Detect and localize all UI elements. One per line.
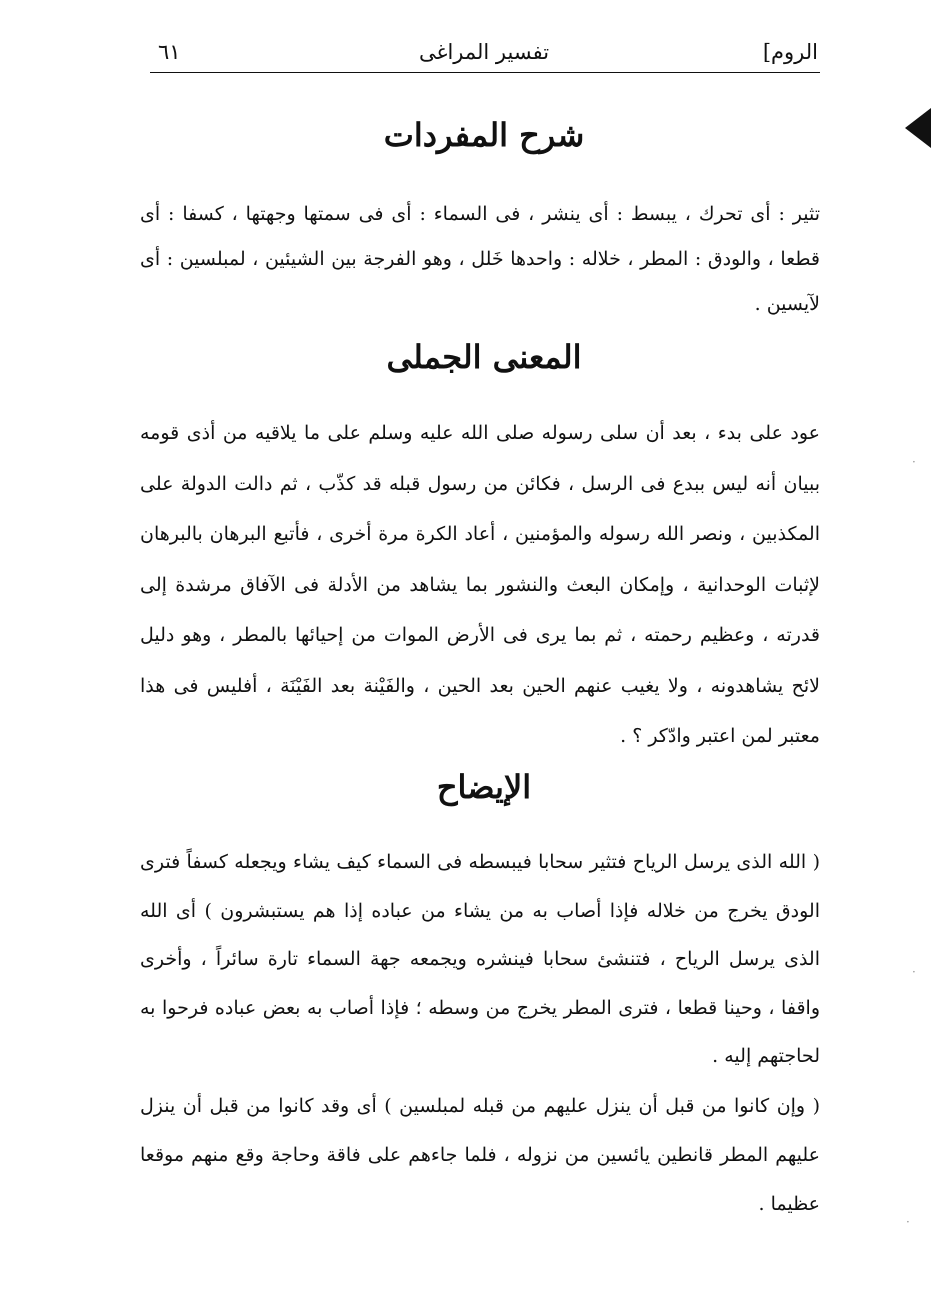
page-number: ٦١ [158, 40, 181, 64]
section-heading-explanation: الإيضاح [436, 768, 532, 806]
margin-speck: · [912, 965, 916, 979]
explanation-paragraph: ( الله الذى يرسل الرياح فتثير سحابا فيبسطه فى السماء كيف يشاء ويجعله كسفاً فترى الودق يخرج من خلاله فإذا أصاب به من يشاء من عباده إذا هم يستبشرون ) أى الله الذى يرسل الرياح ، فتنشئ سحابا فينشره ويجمعه جهة السماء تارة سائراً ، وأخرى واقفا ، وحينا قطعا ، فترى المطر يخرج من وسطه ؛ فإذا أصاب به بعض عباده فرحوا به لحاجتهم إليه . [140, 851, 820, 1067]
margin-speck: · [906, 1215, 910, 1229]
general-meaning-paragraph: عود على بدء ، بعد أن سلى رسوله صلى الله عليه وسلم على ما يلاقيه من أذى قومه ببيان أنه ليس ببدع فى الرسل ، فكائن من رسول قبله قد كذّب ، ثم دالت الدولة على المكذبين ، ونصر الله رسوله والمؤمنين ، أعاد الكرة مرة أخرى ، فأتبع البرهان بالبرهان لإثبات الوحدانية ، وإمكان البعث والنشور بما يشاهد من الأدلة فى الآفاق مرشدة إلى قدرته ، وعظيم رحمته ، ثم بما يرى فى الأرض الموات من إحيائها بالمطر ، وهو دليل لائح يشاهدونه ، ولا يغيب عنهم الحين بعد الحين ، والفَيْنة بعد الفَيْنَة ، أفليس فى هذا معتبر لمن اعتبر وادّكر ؟ . [140, 422, 820, 747]
margin-speck: · [912, 455, 916, 469]
vocabulary-paragraph: تثير : أى تحرك ، يبسط : أى ينشر ، فى السماء : أى فى سمتها وجهتها ، كسفا : أى قطعا ، والودق : المطر ، خلاله : واحدها خَلل ، وهو الفرجة بين الشيئين ، لمبلسين : أى لآيسين . [140, 203, 820, 315]
explanation-paragraph: ( وإن كانوا من قبل أن ينزل عليهم من قبله لمبلسين ) أى وقد كانوا من قبل أن ينزل عليهم المطر قانطين يائسين من نزوله ، فلما جاءهم على فاقة وحاجة وقع منهم موقعا عظيما . [140, 1095, 820, 1215]
running-head-title: تفسير المراغى [418, 40, 550, 64]
section-heading-general-meaning: المعنى الجملى [386, 338, 582, 376]
margin-ink-blot [905, 108, 931, 148]
header-rule [150, 72, 820, 73]
section-heading-vocabulary: شرح المفردات [383, 116, 585, 154]
running-head-section: الروم] [762, 40, 818, 64]
running-head [150, 36, 818, 72]
